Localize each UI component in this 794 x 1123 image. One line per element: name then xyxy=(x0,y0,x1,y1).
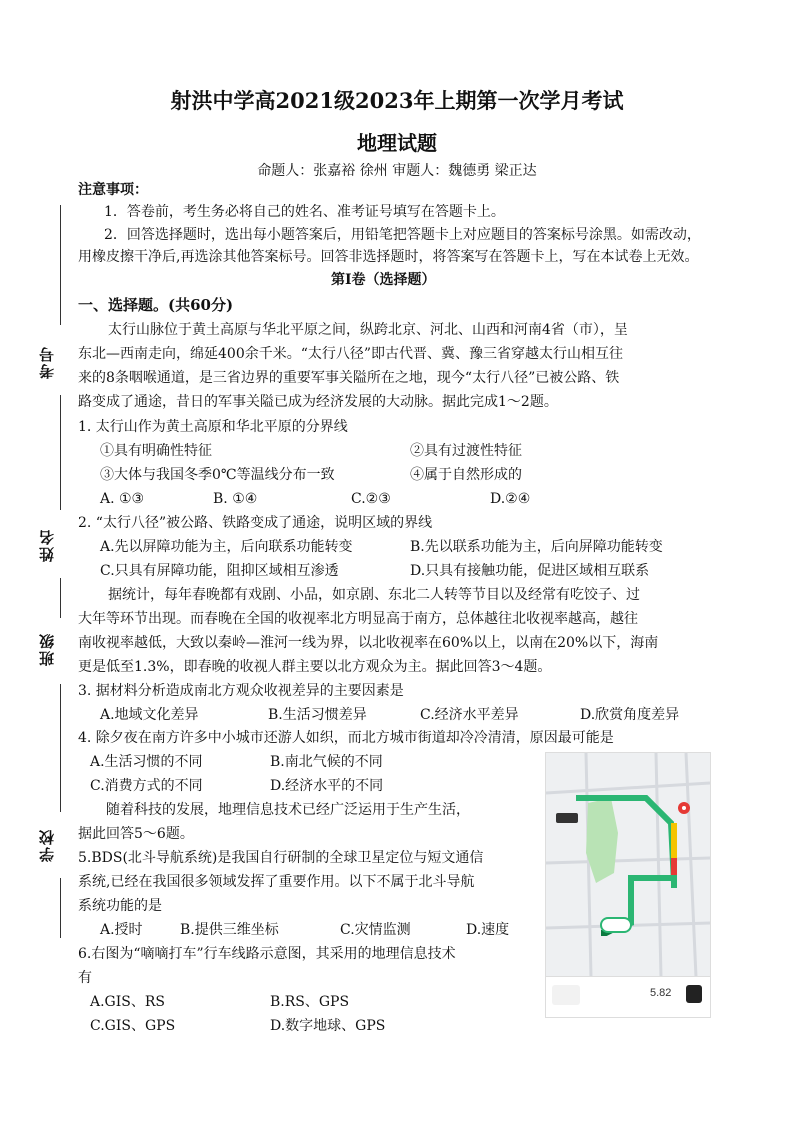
passage-3-line: 据此回答5～6题。 xyxy=(78,826,194,842)
binding-line xyxy=(60,684,61,812)
q5-option-d: D.速度 xyxy=(466,922,510,938)
q6-option-b: B.RS、GPS xyxy=(270,994,350,1010)
car-icon xyxy=(601,918,631,932)
section-heading: 一、选择题。(共60分) xyxy=(78,296,234,314)
notice-item-2: 2．回答选择题时，选出每小题答案后，用铅笔把答题卡上对应题目的答案标号涂黑。如需改动， xyxy=(104,227,701,243)
ride-info-bar xyxy=(546,976,710,1017)
question-1-stem: 1. 太行山作为黄土高原和华北平原的分界线 xyxy=(78,419,348,435)
q1-statement-3: ③大体与我国冬季0℃等温线分布一致 xyxy=(100,467,335,483)
q4-option-c: C.消费方式的不同 xyxy=(90,778,203,794)
q6-option-a: A.GIS、RS xyxy=(90,994,165,1010)
side-label-name: 姓名 xyxy=(38,528,56,562)
map-streets xyxy=(546,753,710,977)
passage-1-line: 路变成了通途，昔日的军事关隘已成为经济发展的大动脉。据此完成1～2题。 xyxy=(78,394,558,410)
q5-option-b: B.提供三维坐标 xyxy=(180,922,279,938)
question-5-stem-cont: 系统功能的是 xyxy=(78,898,162,914)
q3-option-b: B.生活习惯差异 xyxy=(268,707,367,723)
question-6-stem: 6.右图为“嘀嘀打车”行车线路示意图，其采用的地理信息技术 xyxy=(78,946,456,962)
call-button xyxy=(686,985,702,1003)
q2-option-a: A.先以屏障功能为主，后向联系功能转变 xyxy=(100,539,353,555)
map-graphic xyxy=(546,753,710,977)
start-badge xyxy=(556,813,578,823)
notice-item-2-cont: 用橡皮擦干净后,再选涂其他答案标号。回答非选择题时，将答案写在答题卡上，写在本试卷上无效。 xyxy=(78,249,699,265)
q6-option-d: D.数字地球、GPS xyxy=(270,1018,386,1034)
q2-option-d: D.只具有接触功能，促进区域相互联系 xyxy=(410,563,650,579)
passage-1-line: 来的8条咽喉通道，是三省边界的重要军事关隘所在之地，现今“太行八径”已被公路、铁 xyxy=(78,370,620,386)
q4-option-d: D.经济水平的不同 xyxy=(270,778,384,794)
notice-item-1: 1．答卷前，考生务必将自己的姓名、准考证号填写在答题卡上。 xyxy=(104,204,505,220)
passage-2-line: 大年等环节出现。而春晚在全国的收视率北方明显高于南方，总体越往北收视率越高，越往 xyxy=(78,611,638,627)
question-6-stem-cont: 有 xyxy=(78,970,92,986)
fare-price: 5.82 xyxy=(650,987,672,999)
park-area xyxy=(586,798,618,883)
binding-line xyxy=(60,395,61,510)
q1-option-b: B. ①④ xyxy=(213,491,258,507)
question-5-stem-cont: 系统,已经在我国很多领域发挥了重要作用。以下不属于北斗导航 xyxy=(78,874,475,890)
passage-2-line: 据统计，每年春晚都有戏剧、小品，如京剧、东北二人转等节目以及经常有吃饺子、过 xyxy=(108,587,640,603)
side-label-school: 学校 xyxy=(38,828,56,862)
q4-option-a: A.生活习惯的不同 xyxy=(90,754,203,770)
binding-line xyxy=(60,578,61,618)
side-label-exam-no: 考号 xyxy=(38,345,56,379)
q6-option-c: C.GIS、GPS xyxy=(90,1018,176,1034)
q1-statement-4: ④属于自然形成的 xyxy=(410,467,522,483)
exam-title: 射洪中学高2021级2023年上期第一次学月考试 xyxy=(170,88,624,113)
side-label-class: 班级 xyxy=(38,632,56,666)
q3-option-c: C.经济水平差异 xyxy=(420,707,519,723)
q1-option-a: A. ①③ xyxy=(100,491,145,507)
ride-route-map xyxy=(545,752,711,1018)
passage-2-line: 更是低至1.3%，即春晚的收视人群主要以北方观众为主。据此回答3～4题。 xyxy=(78,659,552,675)
question-3-stem: 3. 据材料分析造成南北方观众收视差异的主要因素是 xyxy=(78,683,404,699)
subject-title: 地理试题 xyxy=(357,131,437,155)
notice-heading: 注意事项： xyxy=(78,182,148,198)
passage-1-line: 太行山脉位于黄土高原与华北平原之间，纵跨北京、河北、山西和河南4省（市），呈 xyxy=(108,322,628,338)
question-5-stem: 5.BDS(北斗导航系统)是我国自行研制的全球卫星定位与短文通信 xyxy=(78,850,484,866)
passage-3-line: 随着科技的发展，地理信息技术已经广泛运用于生产生活， xyxy=(106,802,470,818)
part-heading: 第Ⅰ卷（选择题） xyxy=(331,272,436,288)
question-4-stem: 4. 除夕夜在南方许多中小城市还游人如织，而北方城市街道却冷冷清清，原因最可能是 xyxy=(78,730,614,746)
q1-statement-2: ②具有过渡性特征 xyxy=(410,443,522,459)
binding-line xyxy=(60,205,61,325)
binding-line xyxy=(60,878,61,938)
q3-option-a: A.地域文化差异 xyxy=(100,707,199,723)
q1-option-d: D.②④ xyxy=(490,491,531,507)
q1-option-c: C.②③ xyxy=(351,491,391,507)
q5-option-c: C.灾情监测 xyxy=(340,922,411,938)
q2-option-b: B.先以联系功能为主，后向屏障功能转变 xyxy=(410,539,663,555)
passage-1-line: 东北—西南走向，绵延400余千米。“太行八径”即古代晋、冀、豫三省穿越太行山相互往 xyxy=(78,346,624,362)
car-thumbnail-icon xyxy=(552,985,580,1005)
q5-option-a: A.授时 xyxy=(100,922,143,938)
q2-option-c: C.只具有屏障功能，阻抑区域相互渗透 xyxy=(100,563,339,579)
authors-line: 命题人：张嘉裕 徐州 审题人：魏德勇 梁正达 xyxy=(257,163,537,179)
passage-2-line: 南收视率越低，大致以秦岭—淮河一线为界，以北收视率在60%以上，以南在20%以下，海南 xyxy=(78,635,659,651)
q1-statement-1: ①具有明确性特征 xyxy=(100,443,212,459)
q4-option-b: B.南北气候的不同 xyxy=(270,754,383,770)
question-2-stem: 2. “太行八径”被公路、铁路变成了通途，说明区域的界线 xyxy=(78,515,433,531)
q3-option-d: D.欣赏角度差异 xyxy=(580,707,680,723)
